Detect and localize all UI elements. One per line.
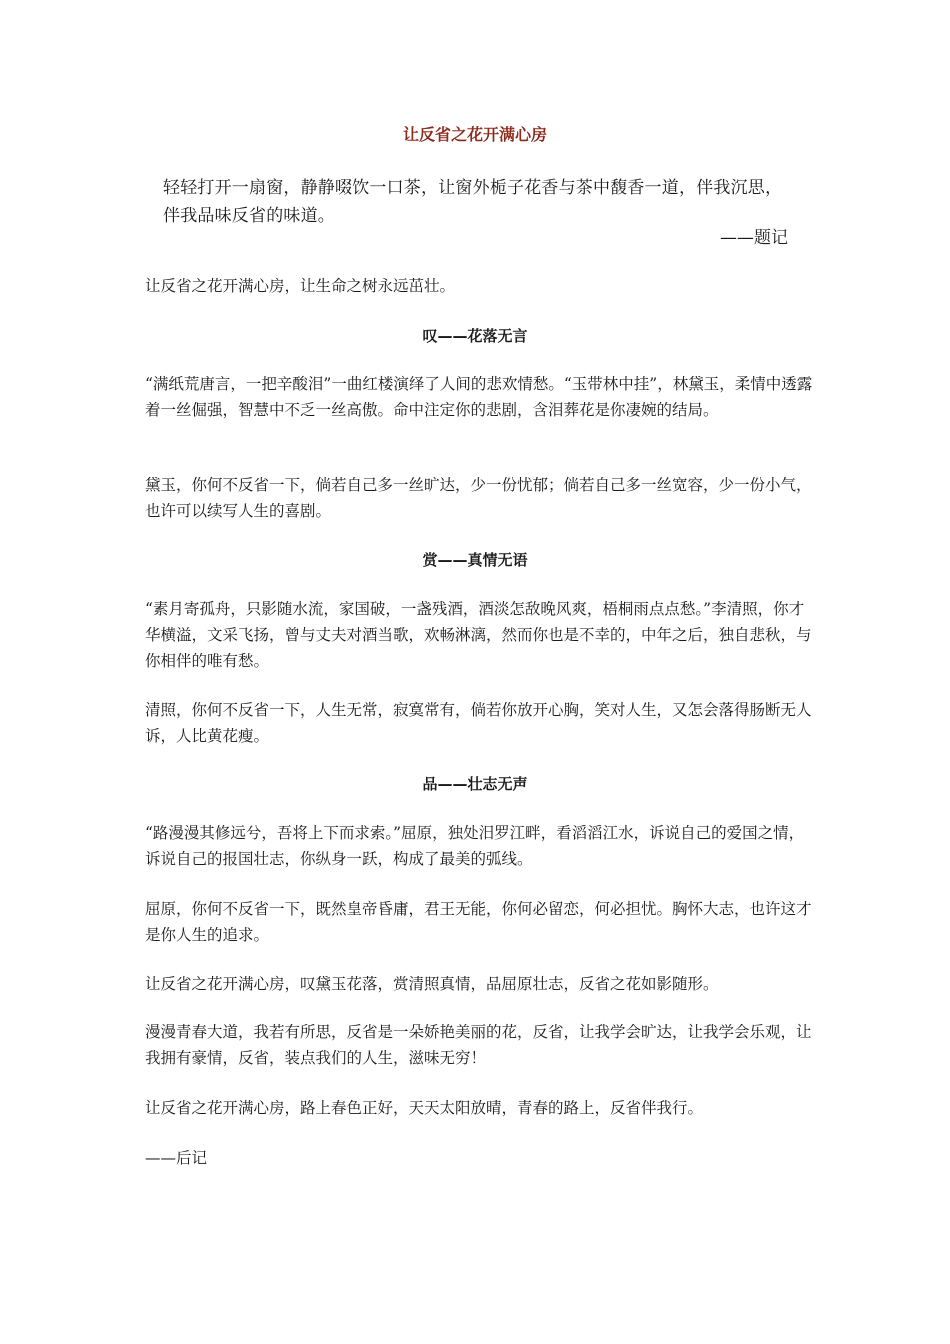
postscript-signature: ——后记: [145, 1149, 208, 1167]
closing-paragraph-2: 漫漫青春大道，我若有所思，反省是一朵娇艳美丽的花，反省，让我学会旷达，让我学会乐观，让我拥有豪情，反省，装点我们的人生，滋味无穷！: [145, 1023, 812, 1067]
page-title: 让反省之花开满心房: [402, 125, 547, 144]
section-1-paragraph-1: “满纸荒唐言，一把辛酸泪”一曲红楼演绎了人间的悲欢情愁。“玉带林中挂”，林黛玉，柔情中透露着一丝倔强，智慧中不乏一丝高傲。命中注定你的悲剧，含泪葬花是你凄婉的结局。: [145, 375, 813, 419]
section-heading-1: 叹——花落无言: [422, 327, 528, 345]
section-2-paragraph-2: 清照，你何不反省一下，人生无常，寂寞常有，倘若你放开心胸，笑对人生，又怎会落得肠断无人诉，人比黄花瘦。: [145, 701, 812, 745]
section-heading-2: 赏——真情无语: [422, 551, 528, 569]
section-3-paragraph-2: 屈原，你何不反省一下，既然皇帝昏庸，君王无能，你何必留恋，何必担忧。胸怀大志，也许这才是你人生的追求。: [145, 900, 812, 944]
closing-paragraph-1: 让反省之花开满心房，叹黛玉花落，赏清照真情，品屈原壮志，反省之花如影随形。: [145, 975, 719, 993]
section-3-paragraph-1: “路漫漫其修远兮，吾将上下而求索。”屈原，独处汨罗江畔，看滔滔江水，诉说自己的爱国之情，诉说自己的报国壮志，你纵身一跃，构成了最美的弧线。: [145, 824, 805, 868]
section-heading-3: 品——壮志无声: [422, 775, 528, 793]
intro-paragraph: 让反省之花开满心房，让生命之树永远茁壮。: [145, 277, 456, 295]
section-1-paragraph-2: 黛玉，你何不反省一下，倘若自己多一丝旷达，少一份忧郁；倘若自己多一丝宽容，少一份小气，也许可以续写人生的喜剧。: [145, 476, 812, 520]
closing-paragraph-3: 让反省之花开满心房，路上春色正好，天天太阳放晴，青春的路上，反省伴我行。: [145, 1099, 704, 1117]
epigraph-signature: ——题记: [720, 228, 788, 248]
section-2-paragraph-1: “素月寄孤舟，只影随水流，家国破，一盏残酒，酒淡怎敌晚风爽，梧桐雨点点愁。”李清照，你才华横溢，文采飞扬，曾与丈夫对酒当歌，欢畅淋漓，然而你也是不幸的，中年之后，独自悲秋，与你相伴的唯有愁。: [145, 600, 812, 670]
epigraph-text: 轻轻打开一扇窗，静静啜饮一口茶，让窗外栀子花香与茶中馥香一道，伴我沉思，伴我品味反省的味道。: [163, 178, 783, 226]
